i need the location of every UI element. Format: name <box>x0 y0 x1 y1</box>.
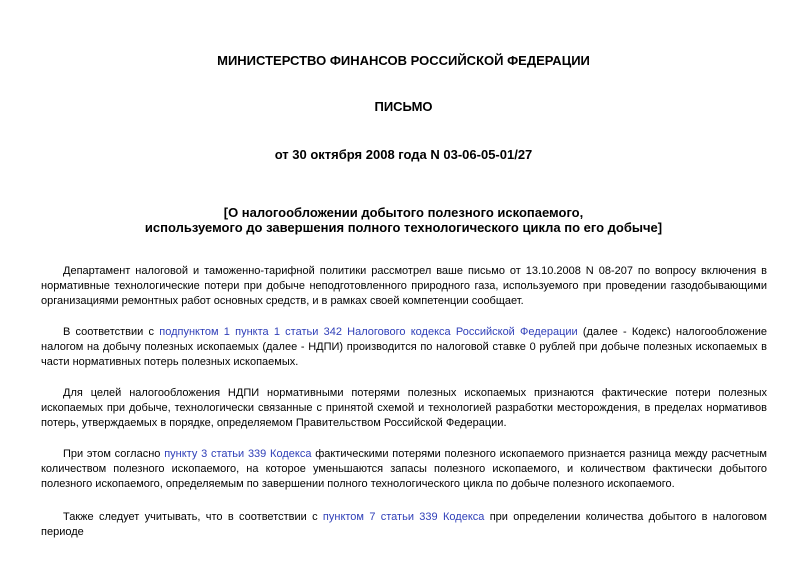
document-title <box>0 205 807 235</box>
paragraph-3: Для целей налогообложения НДПИ нормативными потерями полезных ископаемых признаются фактические потери полезных ископаемых при добыче, технологически связанные с принятой схемой и технологией разработки месторождения, в пределах нормативов потерь, утверждаемых в порядке, определяемом Правительством Российской Федерации. <box>41 387 767 429</box>
paragraph-4-text-end: фактическими потерями полезного ископаемого признается разница между расчетным количеством полезного ископаемого, на которое уменьшаются запасы полезного ископаемого, и количеством фактически добытого полезного ископаемого, определяемым по завершении полного технологического цикла по добыче полезного ископаемого. <box>41 448 767 490</box>
link-article-339-point-3[interactable]: пункту 3 статьи 339 Кодекса <box>164 448 312 460</box>
issuing-organization: МИНИСТЕРСТВО ФИНАНСОВ РОССИЙСКОЙ ФЕДЕРАЦИИ <box>217 53 590 68</box>
document-title-line-1: [О налогообложении добытого полезного ископаемого, <box>223 205 584 220</box>
link-article-339-point-7[interactable]: пунктом 7 статьи 339 Кодекса <box>322 511 485 523</box>
paragraph-2-text-end: (далее - Кодекс) налогообложение налогом на добычу полезных ископаемых (далее - НДПИ) производится по налоговой ставке 0 рублей при добыче полезных ископаемых в части нормативных потерь полезных ископаемых. <box>41 326 768 368</box>
document-title-line-2: используемого до завершения полного технологического цикла по его добыче] <box>144 220 663 235</box>
document-type: ПИСЬМО <box>374 99 433 114</box>
paragraph-5-text-start: Также следует учитывать, что в соответствии с <box>63 511 323 523</box>
paragraph-5 <box>41 510 767 540</box>
paragraph-2-text-start: В соответствии с <box>63 326 160 338</box>
link-tax-code-article-342[interactable]: подпунктом 1 пункта 1 статьи 342 Налогового кодекса Российской Федерации <box>159 326 578 338</box>
paragraph-4 <box>41 447 767 492</box>
paragraph-5-text-end: при определении количества добытого в налоговом периоде <box>41 511 767 538</box>
paragraph-4-text-start: При этом согласно <box>63 448 165 460</box>
document-date-number: от 30 октября 2008 года N 03-06-05-01/27 <box>274 147 533 162</box>
paragraph-1: Департамент налоговой и таможенно-тарифной политики рассмотрел ваше письмо от 13.10.2008 N 08-207 по вопросу включения в нормативные технологические потери при добыче неподготовленного природного газа, используемого при проведении газодобывающими организациями ремонтных работ основных средств, и в рамках своей компетенции сообщает. <box>41 265 767 307</box>
paragraph-2 <box>41 325 767 370</box>
